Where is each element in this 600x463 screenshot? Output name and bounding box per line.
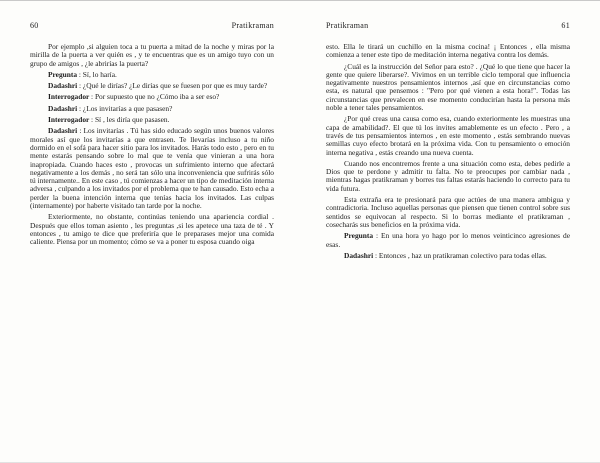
paragraph: esto. Ella le tirará un cuchillo en la misma cocina! ¡ Entonces , ella misma comienza a tener este tipo de meditación interna negativa contra los demás. xyxy=(326,42,570,60)
right-page-number: 61 xyxy=(561,21,570,30)
left-page-header xyxy=(30,21,274,30)
paragraph: Por ejemplo ,si alguien toca a tu puerta a mitad de la noche y miras por la mirilla de la puerta a ver quién es , y te encuentras que es un amigo tuyo con un grupo de amigos , ¿le abrirías la puerta? xyxy=(30,42,274,68)
paragraph: Pregunta : En una hora yo hago por lo menos veinticinco agresiones de esas. xyxy=(326,231,570,249)
speaker-label: Interrogador xyxy=(48,92,92,102)
right-page xyxy=(300,1,600,462)
paragraph: Pregunta : Sí, lo haría. xyxy=(48,69,117,79)
paragraph: Interrogador : Por supuesto que no ¿Cómo iba a ser eso? xyxy=(48,92,220,102)
paragraph: Exteriormente, no obstante, continúas teniendo una apariencia cordial . Después que ellos toman asiento , les preguntas ,si les apetece una taza de té . Y entonces , tu amigo te dice que preferiría que le preparases mejor una comida caliente. Piensa por un momento; cómo se va a poner tu esposa cuando oiga xyxy=(30,212,274,247)
right-running-title: Pratikraman xyxy=(326,21,369,30)
paragraph: ¿Por qué creas una causa como esa, cuando exteriormente les muestras una capa de amabilidad?. El que tú los invites amablemente es un efecto . Pero , a través de tus pensamientos internos , en este momento , estás sembrando nuevas semillas cuyo efecto brotará en la próxima vida. Con tu pensamiento o emoción interna negativa , estás creando una nueva cuenta. xyxy=(326,114,570,157)
paragraph: Cuando nos encontremos frente a una situación como esta, debes pedirle a Dios que te perdone y admitir tu falta. No te preocupes por cambiar nada , mientras hagas pratikraman y borres tus faltas estarás haciendo lo correcto para tu vida futura. xyxy=(326,158,570,193)
right-page-header xyxy=(326,21,570,30)
speaker-label: Dadashri xyxy=(48,126,80,136)
speaker-label: Pregunta xyxy=(344,231,376,241)
left-page-number: 60 xyxy=(30,21,39,30)
left-running-title: Pratikraman xyxy=(231,21,274,30)
paragraph: ¿Cuál es la instrucción del Señor para esto? . ¿Qué lo que tiene que hacer la gente que quiere liberarse?. Vivimos en un terrible ciclo temporal que influencia negativamente nuestros pensamientos internos ,así que en circunstancias como esta, es natural que pensemos : "Pero por qué vienen a esta hora!". Todas las circunstancias que prevalecen en ese momento conducirían hasta la persona más noble a tener tales pensamientos. xyxy=(326,61,570,113)
speaker-label: Dadashri xyxy=(344,250,376,260)
paragraph: Dadashri : Entonces , haz un pratikraman colectivo para todas ellas. xyxy=(344,250,547,260)
paragraph: Dadashri : ¿Qué le dirías? ¿Le dirías que se fuesen por que es muy tarde? xyxy=(48,81,268,91)
speaker-label: Pregunta xyxy=(48,69,79,79)
speaker-label: Dadashri xyxy=(48,81,80,91)
paragraph: Esta extraña era te presionará para que actúes de una manera ambigua y contradictoria. Incluso aquellas personas que piensen que tienen control sobre sus sentidos se equivocan al respecto. Si lo borras mediante el pratikraman , cosecharás sus beneficios en la próxima vida. xyxy=(326,195,570,229)
paragraph: Dadashri : ¿Los invitarías a que pasasen? xyxy=(48,103,173,113)
right-page-body xyxy=(326,43,570,260)
paragraph: Interrogador : Sí , les diría que pasasen. xyxy=(48,115,170,125)
left-page xyxy=(0,1,300,462)
speaker-label: Dadashri xyxy=(48,103,80,113)
speaker-label: Interrogador xyxy=(48,115,92,125)
paragraph: Dadashri : Los invitarías . Tú has sido educado según unos buenos valores morales así que los invitarías a que entrasen. Te llevarías incluso a tu niño dormido en el sofá para hacer sitio para los invitados. Harás todo esto , pero en tu mente estarás pensando sobre lo mal que te venía que vinieran a una hora inapropiada. Cuando haces esto , provocas un sufrimiento interno que afectará negativamente a los demás , no será tan sólo una inconveniencia que sufrirás sólo tú internamente.. En este caso , tú comienzas a hacer un tipo de meditación interna adversa , culpando a los invitados por el problema que te han causado. Esto echa a perder la buena intención interna que tenías hacia los invitados. Las culpas (internamente) por haberte visitado tan tarde por la noche. xyxy=(30,126,275,211)
left-page-body xyxy=(30,43,274,247)
